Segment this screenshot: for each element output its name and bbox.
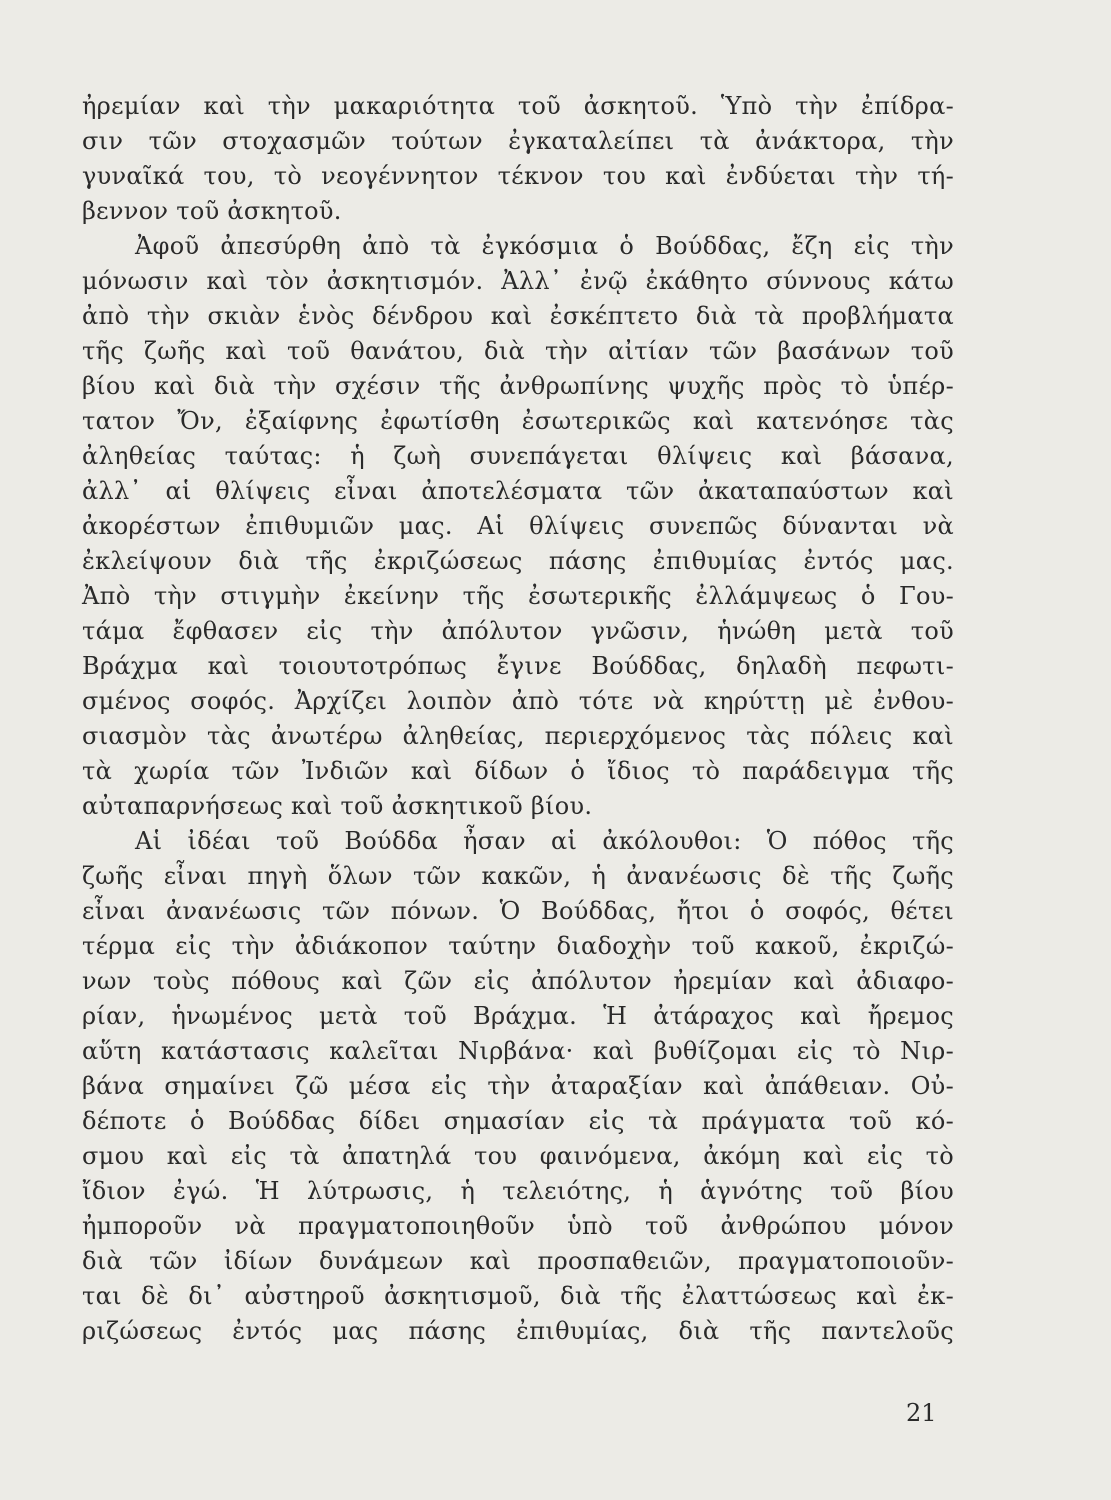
- text-line: ἀλλ᾽ αἱ θλίψεις εἶναι ἀποτελέσματα τῶν ἀκαταπαύστων καὶ: [82, 477, 954, 505]
- text-line: τάμα ἔφθασεν εἰς τὴν ἀπόλυτον γνῶσιν, ἡνώθη μετὰ τοῦ: [82, 617, 954, 645]
- text-line: ἠμποροῦν νὰ πραγματοποιηθοῦν ὑπὸ τοῦ ἀνθρώπου μόνον: [82, 1212, 954, 1240]
- text-line: ἀληθείας ταύτας: ἡ ζωὴ συνεπάγεται θλίψεις καὶ βάσανα,: [82, 442, 954, 470]
- text-line: σμου καὶ εἰς τὰ ἀπατηλά του φαινόμενα, ἀκόμη καὶ εἰς τὸ: [82, 1142, 954, 1170]
- text-line: μόνωσιν καὶ τὸν ἀσκητισμόν. Ἀλλ᾽ ἐνῷ ἐκάθητο σύννους κάτω: [82, 267, 954, 295]
- text-line: βάνα σημαίνει ζῶ μέσα εἰς τὴν ἀταραξίαν καὶ ἀπάθειαν. Οὐ-: [82, 1072, 954, 1100]
- text-line: τέρμα εἰς τὴν ἀδιάκοπον ταύτην διαδοχὴν τοῦ κακοῦ, ἐκριζώ-: [82, 932, 954, 960]
- paragraph: [82, 229, 954, 824]
- text-line: ἀπὸ τὴν σκιὰν ἑνὸς δένδρου καὶ ἐσκέπτετο διὰ τὰ προβλήματα: [82, 302, 954, 330]
- text-line: ται δὲ δι᾽ αὐστηροῦ ἀσκητισμοῦ, διὰ τῆς ἐλαττώσεως καὶ ἐκ-: [82, 1282, 954, 1310]
- text-line: εἶναι ἀνανέωσις τῶν πόνων. Ὁ Βούδδας, ἤτοι ὁ σοφός, θέτει: [82, 897, 954, 925]
- text-line: ριζώσεως ἐντός μας πάσης ἐπιθυμίας, διὰ τῆς παντελοῦς: [82, 1317, 954, 1345]
- text-line: δέποτε ὁ Βούδδας δίδει σημασίαν εἰς τὰ πράγματα τοῦ κό-: [82, 1107, 954, 1135]
- text-line: ἀκορέστων ἐπιθυμιῶν μας. Αἱ θλίψεις συνεπῶς δύνανται νὰ: [82, 512, 954, 540]
- text-line: τῆς ζωῆς καὶ τοῦ θανάτου, διὰ τὴν αἰτίαν τῶν βασάνων τοῦ: [82, 337, 954, 365]
- text-line: αὐταπαρνήσεως καὶ τοῦ ἀσκητικοῦ βίου.: [82, 792, 593, 820]
- text-line: ρίαν, ἡνωμένος μετὰ τοῦ Βράχμα. Ἡ ἀτάραχος καὶ ἤρεμος: [82, 1002, 954, 1030]
- text-line: Βράχμα καὶ τοιουτοτρόπως ἔγινε Βούδδας, δηλαδὴ πεφωτι-: [82, 652, 954, 680]
- text-line: Αἱ ἰδέαι τοῦ Βούδδα ἦσαν αἱ ἀκόλουθοι: Ὁ πόθος τῆς: [135, 827, 954, 855]
- page-number: 21: [906, 1399, 937, 1427]
- text-line: διὰ τῶν ἰδίων δυνάμεων καὶ προσπαθειῶν, πραγματοποιοῦν-: [82, 1247, 954, 1275]
- text-line: σμένος σοφός. Ἀρχίζει λοιπὸν ἀπὸ τότε νὰ κηρύττῃ μὲ ἐνθου-: [82, 687, 954, 715]
- paragraph: [82, 89, 954, 229]
- text-line: τατον Ὄν, ἐξαίφνης ἐφωτίσθη ἐσωτερικῶς καὶ κατενόησε τὰς: [82, 407, 954, 435]
- text-line: Ἀφοῦ ἀπεσύρθη ἀπὸ τὰ ἐγκόσμια ὁ Βούδδας, ἔζη εἰς τὴν: [135, 232, 954, 260]
- body-text: [82, 89, 954, 1349]
- paragraph: [82, 824, 954, 1349]
- text-line: σιν τῶν στοχασμῶν τούτων ἐγκαταλείπει τὰ ἀνάκτορα, τὴν: [82, 127, 954, 155]
- text-line: ζωῆς εἶναι πηγὴ ὅλων τῶν κακῶν, ἡ ἀνανέωσις δὲ τῆς ζωῆς: [82, 862, 954, 890]
- text-line: νων τοὺς πόθους καὶ ζῶν εἰς ἀπόλυτον ἠρεμίαν καὶ ἀδιαφο-: [82, 967, 954, 995]
- text-line: αὕτη κατάστασις καλεῖται Νιρβάνα· καὶ βυθίζομαι εἰς τὸ Νιρ-: [82, 1037, 954, 1065]
- text-line: ἴδιον ἐγώ. Ἡ λύτρωσις, ἡ τελειότης, ἡ ἁγνότης τοῦ βίου: [82, 1177, 954, 1205]
- text-line: γυναῖκά του, τὸ νεογέννητον τέκνον του καὶ ἐνδύεται τὴν τή-: [82, 162, 954, 190]
- text-line: Ἀπὸ τὴν στιγμὴν ἐκείνην τῆς ἐσωτερικῆς ἐλλάμψεως ὁ Γου-: [82, 582, 954, 610]
- text-line: ἠρεμίαν καὶ τὴν μακαριότητα τοῦ ἀσκητοῦ. Ὑπὸ τὴν ἐπίδρα-: [82, 92, 954, 120]
- text-line: σιασμὸν τὰς ἀνωτέρω ἀληθείας, περιερχόμενος τὰς πόλεις καὶ: [82, 722, 954, 750]
- text-line: ἐκλείψουν διὰ τῆς ἐκριζώσεως πάσης ἐπιθυμίας ἐντός μας.: [82, 547, 954, 575]
- text-line: βεννον τοῦ ἀσκητοῦ.: [82, 197, 342, 225]
- text-line: βίου καὶ διὰ τὴν σχέσιν τῆς ἀνθρωπίνης ψυχῆς πρὸς τὸ ὑπέρ-: [82, 372, 954, 400]
- text-line: τὰ χωρία τῶν Ἰνδιῶν καὶ δίδων ὁ ἴδιος τὸ παράδειγμα τῆς: [82, 757, 954, 785]
